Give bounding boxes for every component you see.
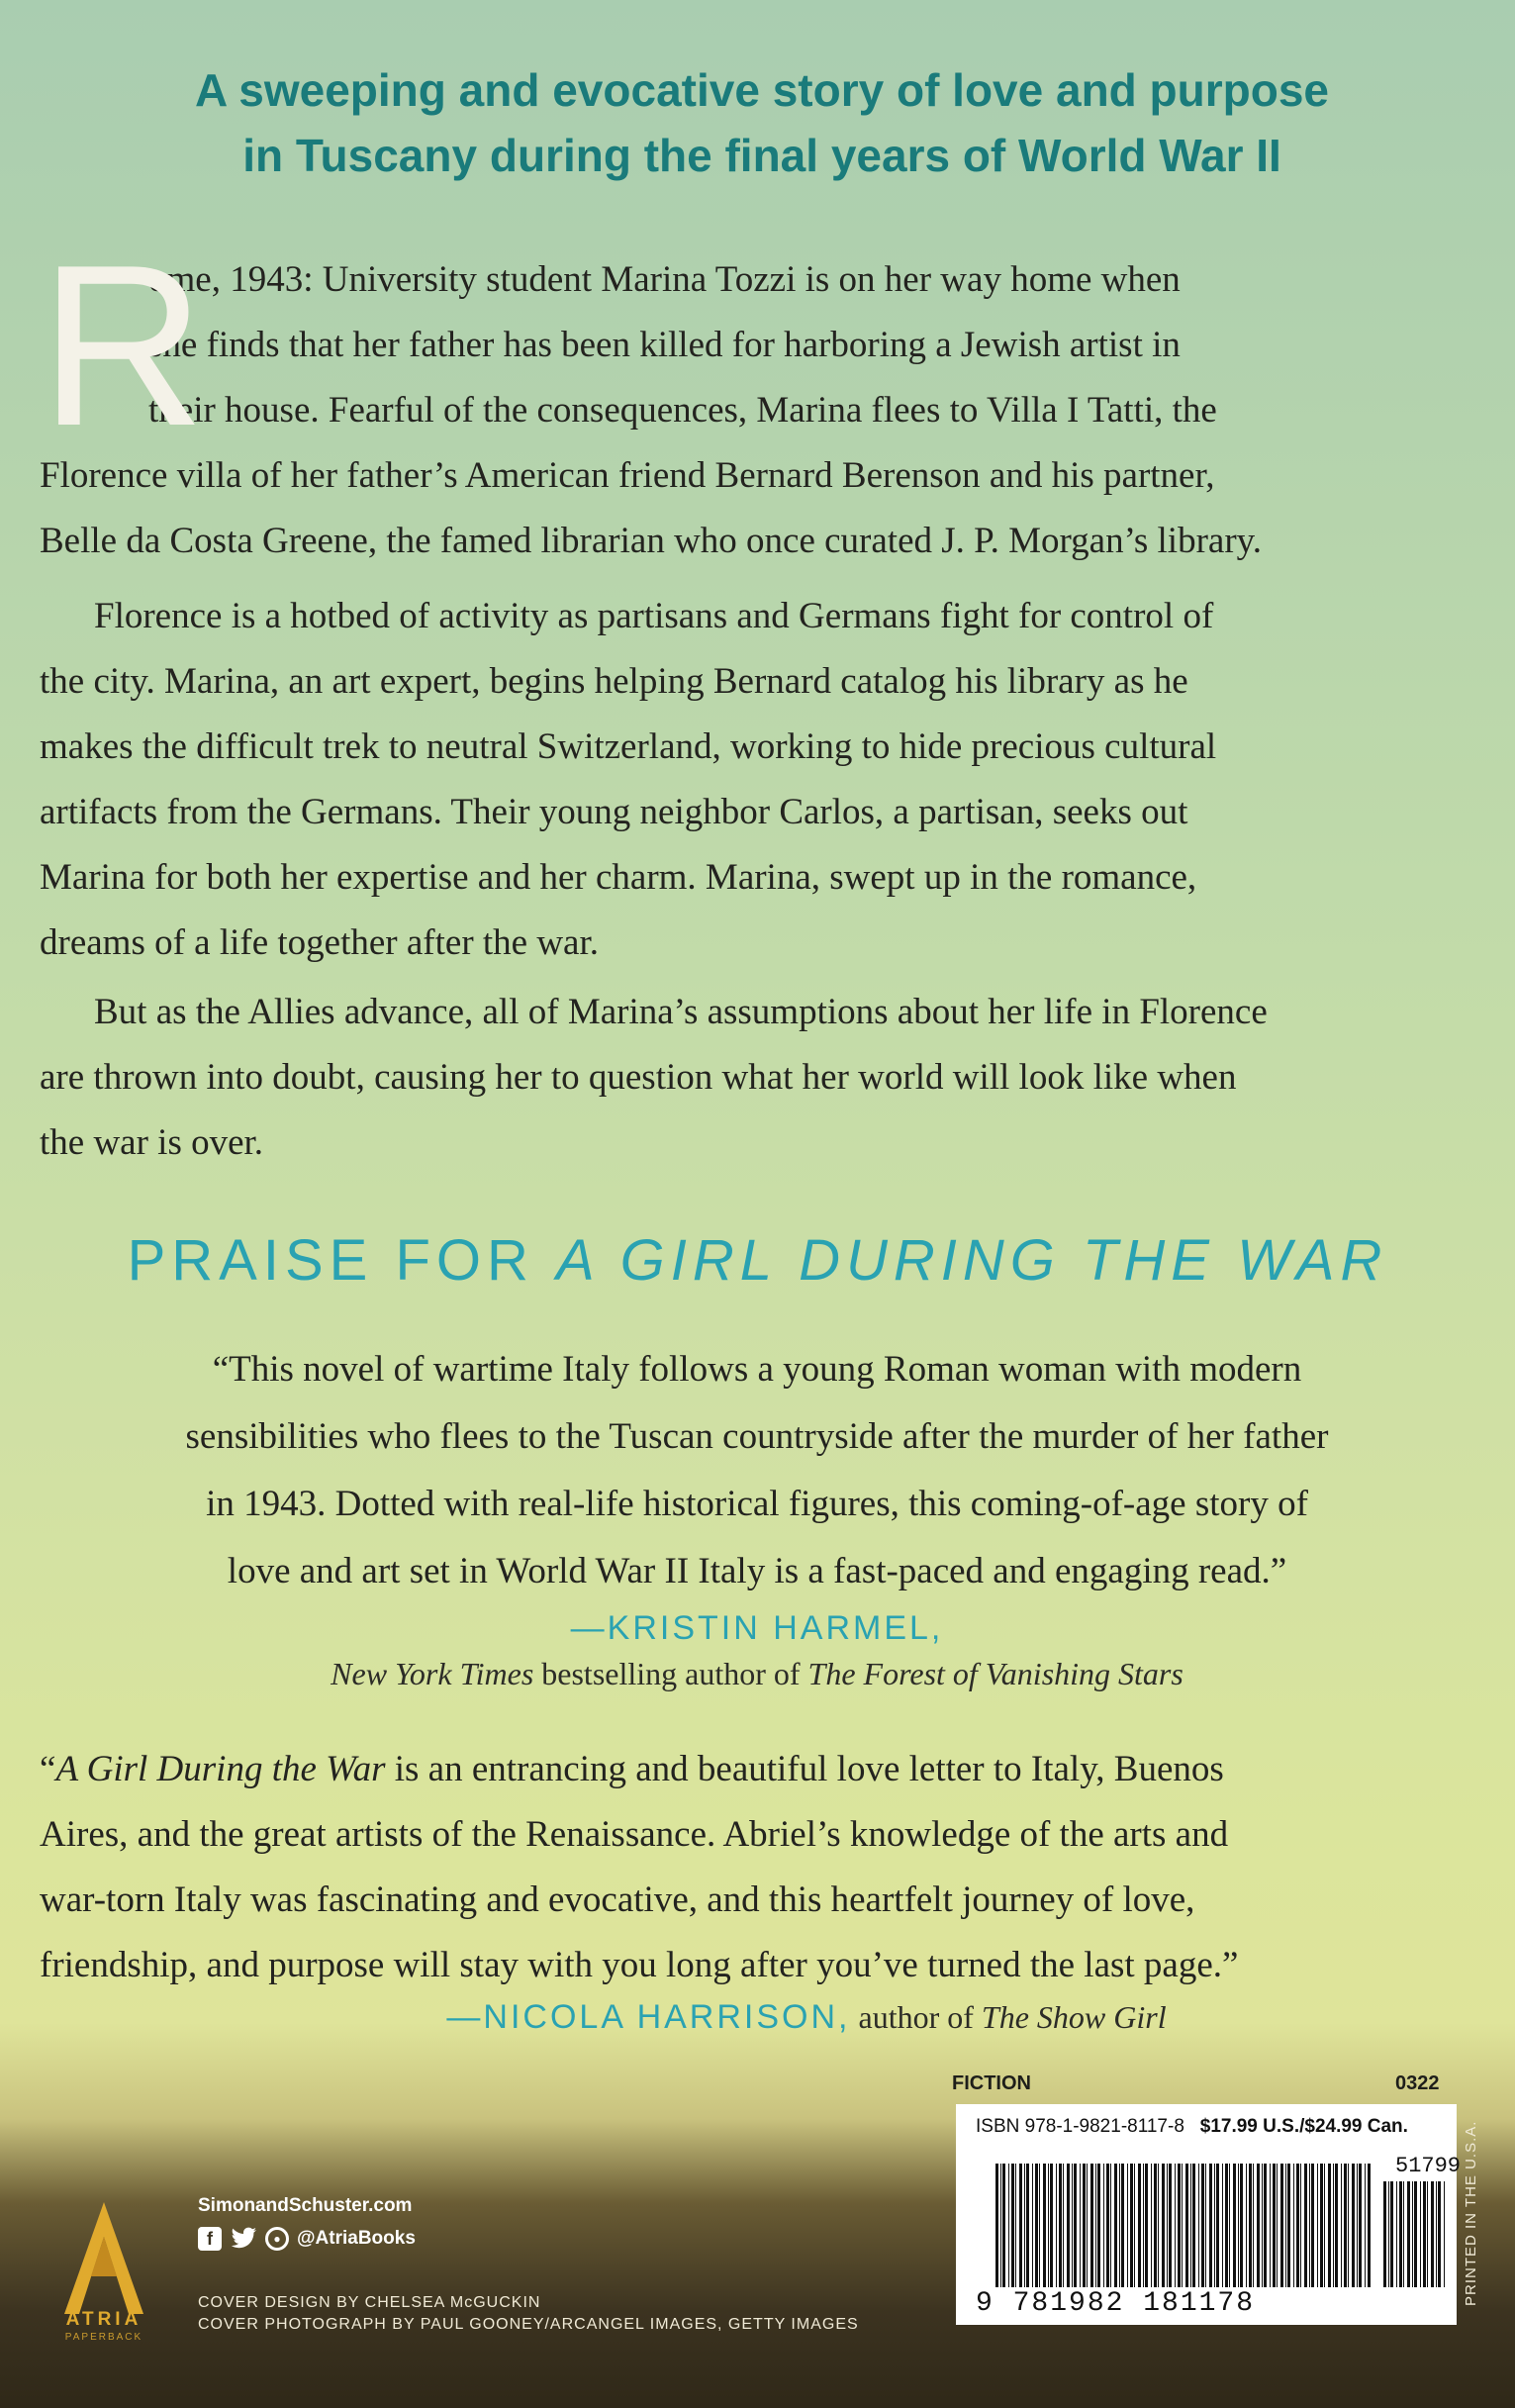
drop-cap: R xyxy=(40,218,206,474)
social-handle: @AtriaBooks xyxy=(297,2228,416,2249)
isbn-price-line xyxy=(976,2116,1408,2138)
praise-heading-prefix: PRAISE FOR xyxy=(127,1228,557,1293)
source-book: The Show Girl xyxy=(981,1999,1167,2035)
logo-subtitle: PAPERBACK xyxy=(64,2332,143,2343)
paragraph-line: the war is over. xyxy=(40,1122,264,1163)
blurb-quote-1 xyxy=(40,1336,1474,1696)
quote-attribution xyxy=(40,1994,1484,2040)
intro-line: she finds that her father has been killed for harboring a Jewish artist in xyxy=(148,325,1181,365)
twitter-icon xyxy=(230,2227,257,2251)
blurb-quote-2 xyxy=(40,1737,1484,2040)
quote-attribution xyxy=(40,1605,1474,1696)
cover-photo-credit: COVER PHOTOGRAPH BY PAUL GOONEY/ARCANGEL IMAGES, GETTY IMAGES xyxy=(198,2316,859,2333)
body-paragraph-3 xyxy=(40,980,1455,1176)
paragraph-line: Florence is a hotbed of activity as partisans and Germans fight for control of xyxy=(94,596,1214,636)
instagram-icon: ● xyxy=(265,2227,289,2251)
praise-heading xyxy=(0,1227,1515,1294)
tagline-line-2: in Tuscany during the final years of World War II xyxy=(242,130,1281,181)
barcode-panel xyxy=(956,2104,1462,2325)
printed-in-label: PRINTED IN THE U.S.A. xyxy=(1463,2120,1479,2306)
body-paragraph-2 xyxy=(40,584,1455,976)
print-code: 0322 xyxy=(1395,2072,1440,2094)
cover-design-credit: COVER DESIGN BY CHELSEA McGUCKIN xyxy=(198,2294,541,2311)
facebook-icon: f xyxy=(198,2227,222,2251)
price-code: 51799 xyxy=(1395,2154,1462,2178)
intro-line: Belle da Costa Greene, the famed librarian who once curated J. P. Morgan’s library. xyxy=(40,521,1263,561)
social-handles xyxy=(198,2227,416,2251)
barcode-digits: 9 781982 181178 xyxy=(976,2288,1256,2319)
paragraph-line: dreams of a life together after the war. xyxy=(40,922,600,963)
quote-source xyxy=(40,1651,1474,1696)
paragraph-line: But as the Allies advance, all of Marina’s assumptions about her life in Florence xyxy=(94,992,1268,1032)
paragraph-line: artifacts from the Germans. Their young neighbor Carlos, a partisan, seeks out xyxy=(40,792,1188,832)
publisher-website: SimonandSchuster.com xyxy=(198,2195,413,2216)
source-text: author of xyxy=(850,1999,982,2035)
quote-author: —KRISTIN HARMEL, xyxy=(570,1609,944,1647)
source-text: bestselling author of xyxy=(533,1656,808,1691)
isbn-barcode xyxy=(995,2164,1372,2287)
quote-line-rest: is an entrancing and beautiful love letter to Italy, Buenos xyxy=(385,1749,1224,1789)
paragraph-line: Marina for both her expertise and her charm. Marina, swept up in the romance, xyxy=(40,857,1197,898)
cover-credits xyxy=(198,2292,859,2336)
quote-line: love and art set in World War II Italy is a fast-paced and engaging read.” xyxy=(227,1551,1287,1591)
quote-book-title: A Girl During the War xyxy=(55,1749,386,1789)
quote-line: sensibilities who flees to the Tuscan countryside after the murder of her father xyxy=(185,1416,1329,1457)
price-barcode xyxy=(1383,2181,1445,2287)
quote-author: —NICOLA HARRISON, xyxy=(446,1998,851,2036)
praise-heading-title: A GIRL DURING THE WAR xyxy=(556,1228,1388,1293)
category-label: FICTION xyxy=(952,2072,1031,2094)
tagline-line-1: A sweeping and evocative story of love and purpose xyxy=(194,64,1330,116)
quote-line: friendship, and purpose will stay with you long after you’ve turned the last page.” xyxy=(40,1945,1239,1985)
intro-paragraph xyxy=(40,218,1445,574)
quote-line: “This novel of wartime Italy follows a young Roman woman with modern xyxy=(212,1349,1302,1390)
atria-logo-icon xyxy=(49,2187,158,2326)
paragraph-line: the city. Marina, an art expert, begins helping Bernard catalog his library as he xyxy=(40,661,1188,702)
quote-line: war-torn Italy was fascinating and evocative, and this heartfelt journey of love, xyxy=(40,1879,1195,1920)
intro-line: their house. Fearful of the consequences, Marina flees to Villa I Tatti, the xyxy=(148,390,1217,431)
quote-line: Aires, and the great artists of the Renaissance. Abriel’s knowledge of the arts and xyxy=(40,1814,1229,1855)
source-publication: New York Times xyxy=(331,1656,534,1691)
isbn-text: ISBN 978-1-9821-8117-8 xyxy=(976,2116,1184,2137)
intro-line: Florence villa of her father’s American friend Bernard Berenson and his partner, xyxy=(40,455,1215,496)
price-text: $17.99 U.S./$24.99 Can. xyxy=(1199,2116,1408,2137)
quote-line: “A Girl During the War is an entrancing and beautiful love letter to Italy, Buenos xyxy=(40,1749,1224,1789)
paragraph-line: are thrown into doubt, causing her to question what her world will look like when xyxy=(40,1057,1237,1098)
intro-line: ome, 1943: University student Marina Tozzi is on her way home when xyxy=(148,259,1181,300)
quote-line: in 1943. Dotted with real-life historical figures, this coming-of-age story of xyxy=(206,1484,1308,1524)
tagline xyxy=(59,57,1465,188)
paragraph-line: makes the difficult trek to neutral Switzerland, working to hide precious cultural xyxy=(40,726,1217,767)
logo-text: ATRIA xyxy=(65,2309,142,2330)
source-book: The Forest of Vanishing Stars xyxy=(807,1656,1184,1691)
